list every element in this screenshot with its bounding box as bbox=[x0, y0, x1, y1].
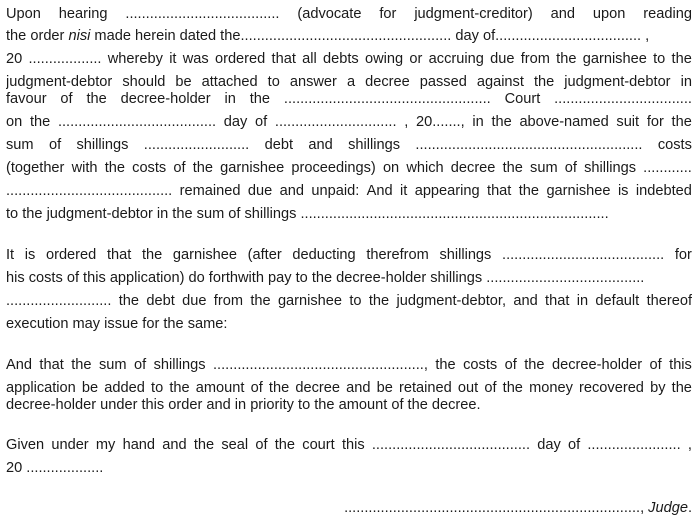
word: ................................................... bbox=[283, 91, 491, 107]
word: costs bbox=[132, 160, 167, 176]
word: shillings bbox=[76, 137, 129, 153]
p1-line1 bbox=[6, 3, 692, 25]
word: recovered bbox=[579, 380, 644, 396]
word: under bbox=[51, 437, 89, 453]
word: day bbox=[223, 114, 248, 130]
judge-signature-line: ........................................................................., Judge. bbox=[344, 500, 692, 516]
signature-period: . bbox=[687, 500, 692, 516]
word: unpaid: bbox=[311, 183, 360, 199]
word: thereof bbox=[646, 293, 692, 309]
word: the bbox=[533, 74, 555, 90]
word: ....................... bbox=[587, 437, 681, 453]
signature-dots: ......................................................................... bbox=[344, 500, 641, 516]
word: my bbox=[95, 437, 116, 453]
word: of bbox=[60, 91, 73, 107]
word: sum bbox=[530, 160, 558, 176]
word: in bbox=[224, 91, 236, 107]
word: due bbox=[182, 293, 207, 309]
p2-line2 bbox=[6, 267, 692, 289]
p4-line2-text: 20 ................... bbox=[6, 460, 104, 476]
word: in bbox=[680, 74, 692, 90]
word: decree bbox=[450, 160, 496, 176]
word: shillings bbox=[584, 160, 637, 176]
word: that bbox=[545, 293, 570, 309]
word: the bbox=[104, 160, 125, 176]
word: appearing bbox=[414, 183, 480, 199]
word: due bbox=[247, 183, 273, 199]
word: be bbox=[376, 380, 393, 396]
word: It bbox=[6, 247, 15, 263]
word: garnishee bbox=[277, 293, 343, 309]
word: attached bbox=[201, 74, 258, 90]
word: decree bbox=[295, 380, 340, 396]
word: (together bbox=[6, 160, 65, 176]
word: ....................................... bbox=[371, 437, 531, 453]
word: of bbox=[649, 357, 662, 373]
word: ........................................ bbox=[502, 247, 665, 263]
word: it bbox=[400, 183, 408, 199]
word: suit bbox=[616, 114, 640, 130]
word: the bbox=[71, 357, 92, 373]
p1-line9 bbox=[6, 180, 692, 202]
word: on bbox=[382, 160, 400, 176]
word: retained bbox=[399, 380, 452, 396]
word: of bbox=[484, 380, 497, 396]
word: shillings bbox=[153, 357, 206, 373]
p2-line4-text: execution may issue for the same: bbox=[6, 316, 228, 332]
word: indebted bbox=[635, 183, 692, 199]
word: be bbox=[175, 74, 192, 90]
word: the bbox=[524, 357, 545, 373]
word: that bbox=[39, 357, 64, 373]
p1-line3 bbox=[6, 48, 692, 70]
word: that bbox=[106, 247, 132, 263]
p1-line10-text: to the judgment-debtor in the sum of shillings ............................................................................ bbox=[6, 206, 609, 222]
word: by bbox=[650, 380, 666, 396]
word: upon bbox=[592, 6, 626, 22]
word: the bbox=[192, 160, 213, 176]
word: to bbox=[349, 293, 362, 309]
word: is bbox=[24, 247, 36, 263]
word: out bbox=[457, 380, 479, 396]
word: favour bbox=[6, 91, 47, 107]
word: sum bbox=[98, 357, 127, 373]
p2-line4 bbox=[6, 313, 692, 335]
word: the bbox=[86, 91, 107, 107]
word: court bbox=[302, 437, 335, 453]
word: .............................. bbox=[274, 114, 397, 130]
word: all bbox=[302, 51, 317, 67]
word: and bbox=[279, 183, 304, 199]
word: on bbox=[6, 114, 23, 130]
word: of bbox=[564, 160, 577, 176]
word: which bbox=[406, 160, 444, 176]
word: hand bbox=[122, 437, 156, 453]
word: of bbox=[255, 437, 268, 453]
word: the bbox=[502, 380, 523, 396]
word: to bbox=[267, 74, 280, 90]
word: passed bbox=[419, 74, 467, 90]
p1-line8 bbox=[6, 157, 692, 179]
word: therefrom bbox=[366, 247, 429, 263]
word: (after bbox=[247, 247, 282, 263]
word: should bbox=[122, 74, 166, 90]
word: the bbox=[250, 293, 271, 309]
word: decree bbox=[365, 74, 410, 90]
word: remained bbox=[179, 183, 241, 199]
p1-line10 bbox=[6, 203, 692, 225]
word: owing bbox=[365, 51, 404, 67]
word: sum bbox=[6, 137, 34, 153]
p1-line2-pre: the order bbox=[6, 28, 69, 44]
word: seal bbox=[221, 437, 249, 453]
word: and bbox=[308, 137, 333, 153]
word: is bbox=[617, 183, 629, 199]
word: the bbox=[268, 380, 290, 396]
word: to bbox=[151, 380, 164, 396]
word: a bbox=[346, 74, 356, 90]
word: against bbox=[476, 74, 524, 90]
word: for bbox=[646, 114, 664, 130]
p1-line5 bbox=[6, 88, 692, 110]
word: the bbox=[518, 183, 540, 199]
word: , bbox=[404, 114, 409, 130]
word: and bbox=[513, 293, 538, 309]
word: And bbox=[366, 183, 393, 199]
word: proceedings) bbox=[291, 160, 376, 176]
word: ....................................... bbox=[57, 114, 217, 130]
word: garnishee bbox=[546, 183, 611, 199]
word: shillings bbox=[348, 137, 401, 153]
word: ...................................... bbox=[125, 6, 280, 22]
word: whereby bbox=[107, 51, 163, 67]
word: this bbox=[341, 437, 365, 453]
word: in bbox=[472, 114, 484, 130]
word: the bbox=[274, 437, 296, 453]
word: And bbox=[6, 357, 32, 373]
word: the bbox=[491, 114, 512, 130]
word: the bbox=[671, 51, 692, 67]
word: of bbox=[48, 137, 62, 153]
word: (advocate bbox=[297, 6, 362, 22]
word: the bbox=[502, 160, 523, 176]
word: hearing bbox=[58, 6, 108, 22]
word: the bbox=[249, 91, 271, 107]
word: the bbox=[368, 293, 390, 309]
word: added bbox=[104, 380, 145, 396]
word: ordered bbox=[45, 247, 97, 263]
word: .......................... bbox=[6, 293, 112, 309]
word: this bbox=[669, 357, 692, 373]
word: application bbox=[6, 380, 76, 396]
word: ........................................................ bbox=[415, 137, 643, 153]
word: from bbox=[520, 51, 550, 67]
word: decree-holder bbox=[120, 91, 211, 107]
word: debt bbox=[146, 293, 175, 309]
word: garnishee bbox=[582, 51, 647, 67]
word: ......................................... bbox=[6, 183, 173, 199]
word: and bbox=[550, 6, 575, 22]
word: of bbox=[173, 160, 186, 176]
word: and bbox=[346, 380, 371, 396]
word: ...................................................., bbox=[213, 357, 428, 373]
p3-line3 bbox=[6, 394, 692, 416]
word: reading bbox=[643, 6, 692, 22]
word: that bbox=[271, 51, 296, 67]
p1-line7 bbox=[6, 134, 692, 156]
p1-line6 bbox=[6, 111, 692, 133]
word: be bbox=[81, 380, 99, 396]
word: to bbox=[653, 51, 666, 67]
word: Court bbox=[504, 91, 541, 107]
word: debt bbox=[264, 137, 293, 153]
word: above-named bbox=[519, 114, 609, 130]
word: due bbox=[490, 51, 515, 67]
word: the bbox=[193, 437, 215, 453]
word: the bbox=[671, 114, 692, 130]
word: the bbox=[435, 357, 456, 373]
word: ordered bbox=[214, 51, 266, 67]
word: with bbox=[71, 160, 98, 176]
word: was bbox=[182, 51, 209, 67]
word: judgment-debtor, bbox=[396, 293, 507, 309]
word: for bbox=[674, 247, 692, 263]
p3-line3-text: decree-holder under this order and in priority to the amount of the decree. bbox=[6, 397, 481, 413]
p4-line1 bbox=[6, 434, 692, 456]
word: and bbox=[162, 437, 187, 453]
word: .................. bbox=[28, 51, 102, 67]
p1-line2-nisi: nisi bbox=[68, 28, 91, 44]
word: it bbox=[169, 51, 177, 67]
word: the bbox=[671, 380, 692, 396]
word: the bbox=[141, 247, 163, 263]
word: of bbox=[504, 357, 517, 373]
word: deducting bbox=[292, 247, 356, 263]
word: garnishee bbox=[220, 160, 285, 176]
word: from bbox=[213, 293, 243, 309]
word: in bbox=[576, 293, 589, 309]
word: the bbox=[169, 380, 190, 396]
word: for bbox=[379, 6, 397, 22]
word: accruing bbox=[428, 51, 484, 67]
word: of bbox=[250, 380, 263, 396]
word: Given bbox=[6, 437, 45, 453]
word: default bbox=[595, 293, 640, 309]
word: debts bbox=[323, 51, 359, 67]
p4-line2 bbox=[6, 457, 692, 479]
word: money bbox=[529, 380, 573, 396]
word: that bbox=[487, 183, 512, 199]
word: day bbox=[537, 437, 561, 453]
word: judgment-debtor bbox=[564, 74, 671, 90]
word: judgment-debtor bbox=[6, 74, 113, 90]
word: shillings bbox=[439, 247, 492, 263]
word: 20 bbox=[6, 51, 23, 67]
p2-line2-text: his costs of this application) do forthwith pay to the decree-holder shillings ....................................... bbox=[6, 270, 645, 286]
word: 20......., bbox=[416, 114, 465, 130]
p1-line2 bbox=[6, 25, 692, 47]
word: costs bbox=[657, 137, 692, 153]
word: the bbox=[29, 114, 51, 130]
word: Upon bbox=[6, 6, 41, 22]
word: of bbox=[134, 357, 147, 373]
word: .......................... bbox=[143, 137, 250, 153]
word: the bbox=[118, 293, 140, 309]
word: judgment-creditor) bbox=[414, 6, 533, 22]
word: .................................. bbox=[554, 91, 692, 107]
judge-title: Judge bbox=[648, 500, 688, 516]
word: garnishee bbox=[172, 247, 237, 263]
word: amount bbox=[195, 380, 245, 396]
word: ............ bbox=[643, 160, 692, 176]
word: answer bbox=[289, 74, 337, 90]
word: of bbox=[567, 437, 581, 453]
word: the bbox=[556, 51, 577, 67]
word: or bbox=[409, 51, 423, 67]
word: decree-holder bbox=[552, 357, 643, 373]
word: , bbox=[687, 437, 692, 453]
p1-line2-post: made herein dated the.................................................... day of.................................... , bbox=[90, 28, 650, 44]
word: costs bbox=[463, 357, 498, 373]
p2-line1 bbox=[6, 244, 692, 266]
p2-line3 bbox=[6, 290, 692, 312]
p3-line1 bbox=[6, 354, 692, 376]
word: of bbox=[255, 114, 268, 130]
